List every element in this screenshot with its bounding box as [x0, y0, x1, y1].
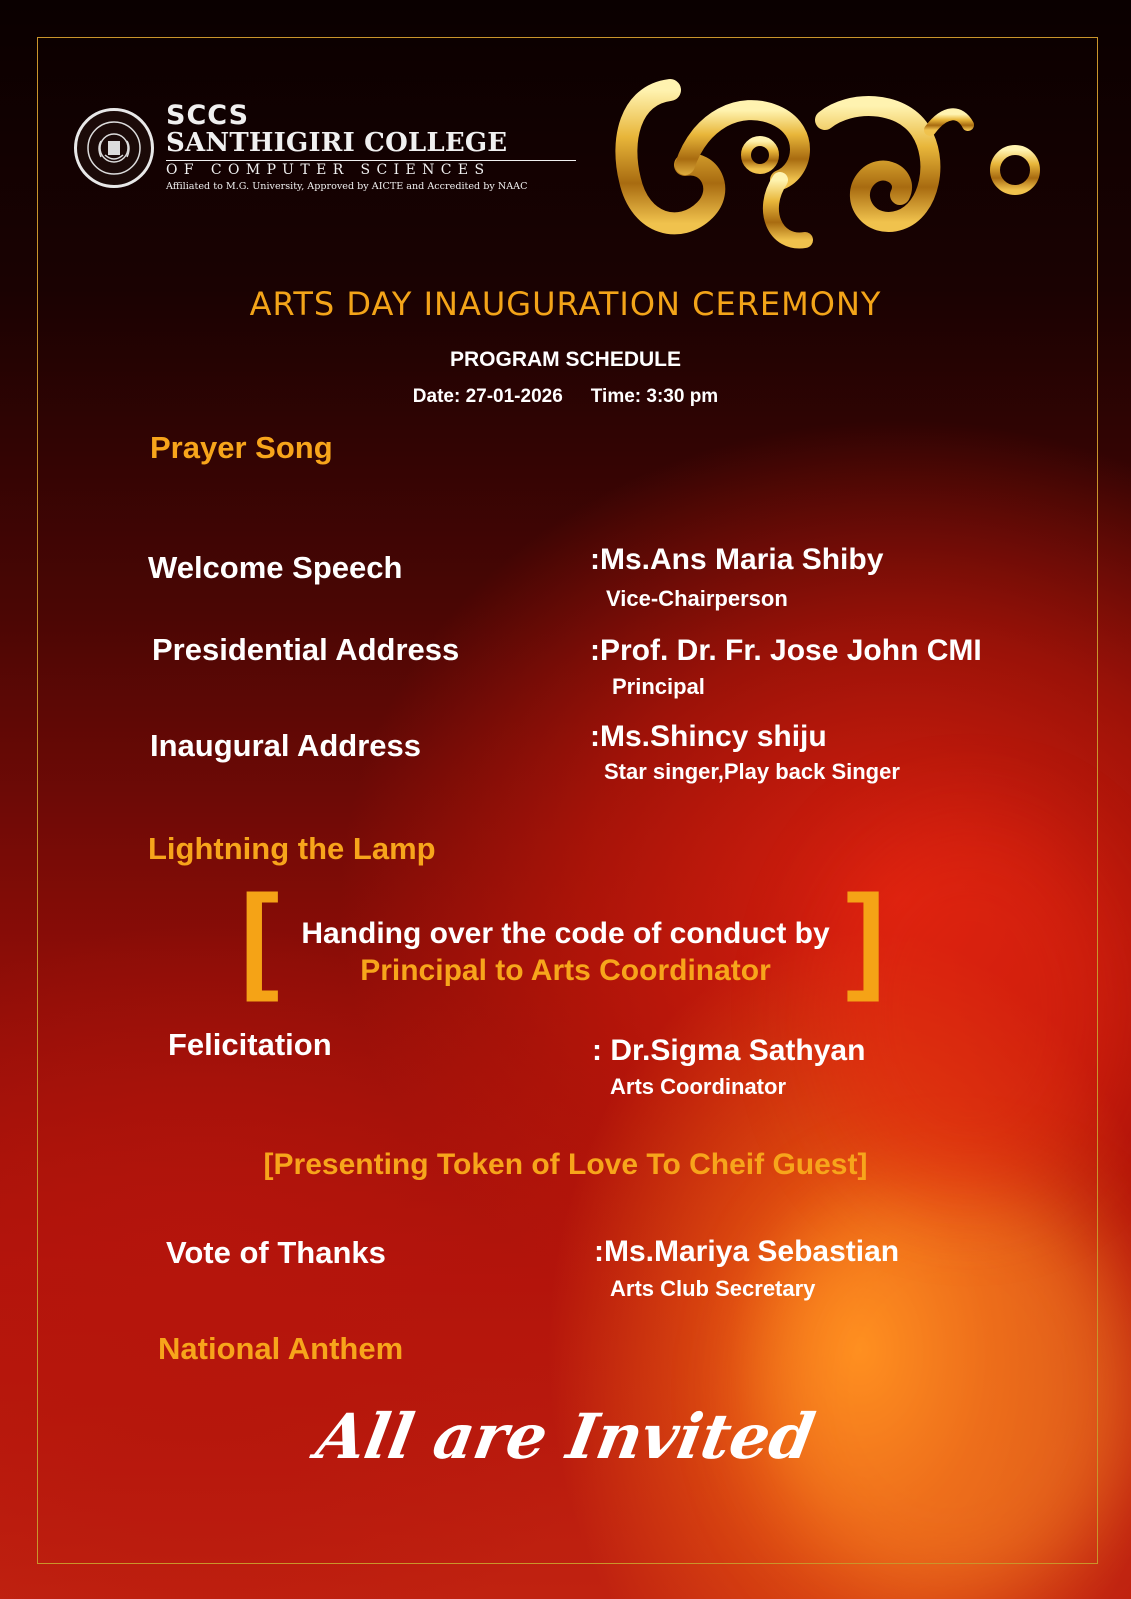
inaugural-speaker-role: Star singer,Play back Singer: [604, 759, 900, 784]
right-bracket-ornament: ]: [846, 871, 886, 1003]
malayalam-title-logo: [600, 60, 1060, 270]
program-item-inaugural: Inaugural Address: [150, 728, 422, 763]
program-item-felicitation: Felicitation: [168, 1027, 332, 1062]
code-of-conduct-line1: Handing over the code of conduct by: [301, 917, 830, 950]
program-item-presidential: Presidential Address: [152, 632, 460, 667]
college-subtitle: OF COMPUTER SCIENCES: [166, 160, 576, 178]
program-item-anthem: National Anthem: [158, 1331, 404, 1366]
program-item-lamp: Lightning the Lamp: [148, 831, 436, 866]
presidential-speaker-role: Principal: [612, 674, 705, 699]
program-item-thanks: Vote of Thanks: [166, 1235, 386, 1270]
college-abbreviation: SCCS: [166, 100, 250, 131]
felicitation-speaker-role: Arts Coordinator: [610, 1074, 786, 1099]
welcome-speaker-name: :Ms.Ans Maria Shiby: [590, 543, 884, 576]
college-seal-logo: [74, 108, 154, 188]
program-item-token: [Presenting Token of Love To Cheif Guest]: [263, 1148, 868, 1181]
event-time: Time: 3:30 pm: [590, 386, 719, 407]
ceremony-title: ARTS DAY INAUGURATION CEREMONY: [249, 285, 882, 323]
event-date: Date: 27-01-2026: [412, 386, 563, 407]
program-item-welcome: Welcome Speech: [148, 550, 403, 585]
program-schedule-heading: PROGRAM SCHEDULE: [449, 348, 681, 371]
college-affiliation: Affiliated to M.G. University, Approved by AICTE and Accredited by NAAC: [166, 181, 528, 192]
thanks-speaker-name: :Ms.Mariya Sebastian: [594, 1235, 900, 1268]
program-item-prayer: Prayer Song: [150, 430, 333, 465]
seal-emblem-icon: [77, 111, 151, 185]
date-time-line: [0, 386, 1131, 408]
welcome-speaker-role: Vice-Chairperson: [606, 586, 788, 611]
all-are-invited-text: All are Invited: [311, 1400, 820, 1473]
thanks-speaker-role: Arts Club Secretary: [610, 1276, 816, 1301]
left-bracket-ornament: [: [240, 871, 280, 1003]
presidential-speaker-name: :Prof. Dr. Fr. Jose John CMI: [590, 634, 982, 667]
inaugural-speaker-name: :Ms.Shincy shiju: [590, 720, 827, 753]
college-name: SANTHIGIRI COLLEGE: [166, 128, 508, 158]
felicitation-speaker-name: : Dr.Sigma Sathyan: [592, 1034, 866, 1067]
code-of-conduct-line2: Principal to Arts Coordinator: [360, 954, 771, 987]
